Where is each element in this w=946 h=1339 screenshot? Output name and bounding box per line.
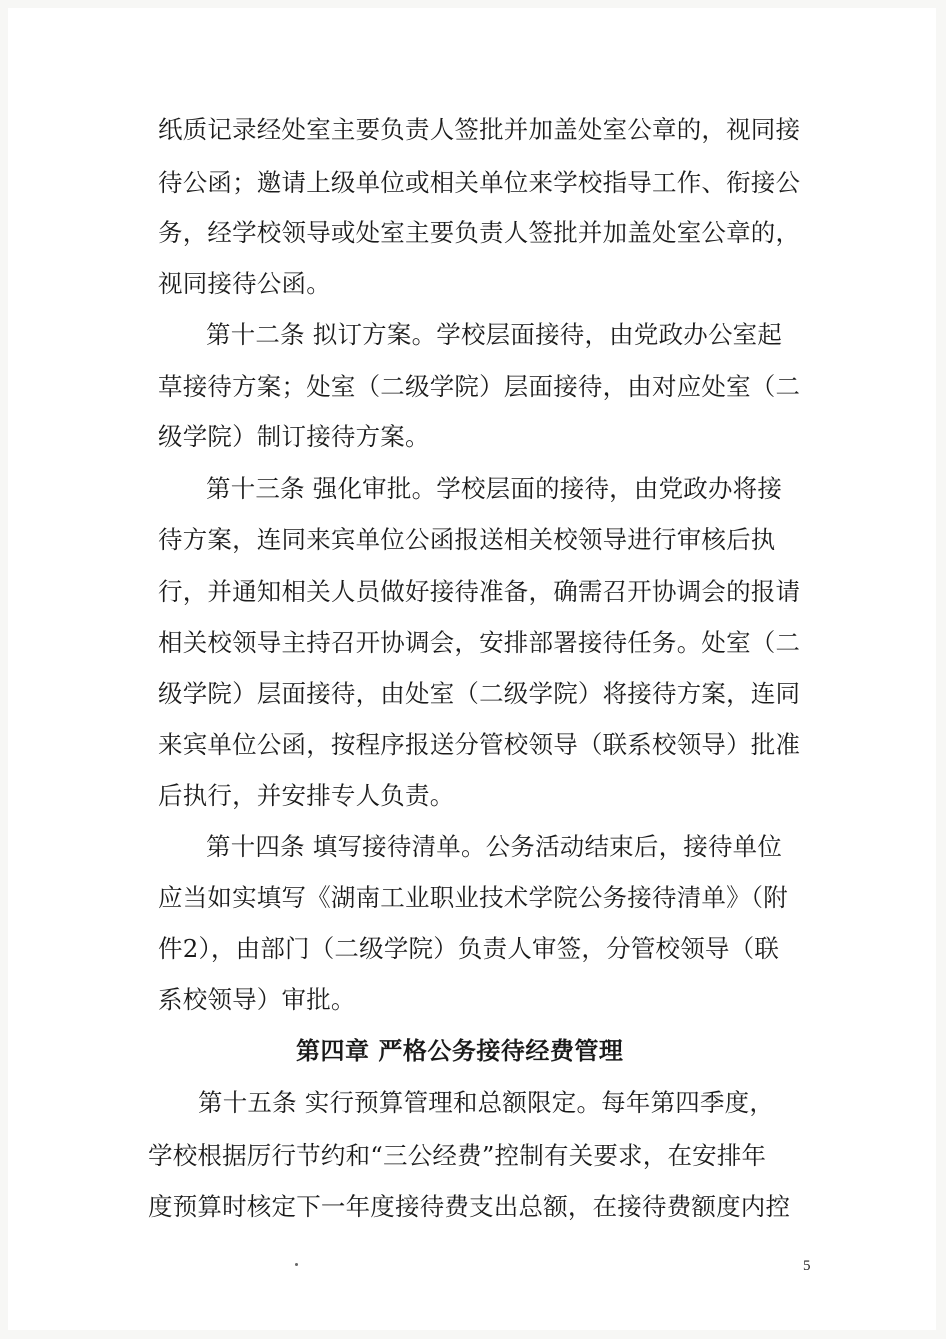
article-12-line: 第十二条 拟订方案。学校层面接待，由党政办公室起 bbox=[206, 320, 783, 349]
text-line: 待方案，连同来宾单位公函报送相关校领导进行审核后执 bbox=[158, 525, 776, 554]
text-line: 件2），由部门（二级学院）负责人审签，分管校领导（联 bbox=[158, 934, 780, 963]
text-line: 视同接待公函。 bbox=[158, 269, 331, 298]
text-line: 行，并通知相关人员做好接待准备，确需召开协调会的报请 bbox=[158, 577, 801, 606]
text-line: 待公函；邀请上级单位或相关单位来学校指导工作、衔接公 bbox=[158, 168, 801, 197]
text-line: 学校根据厉行节约和“三公经费”控制有关要求，在安排年 bbox=[148, 1141, 767, 1170]
text-line: 后执行，并安排专人负责。 bbox=[158, 781, 455, 810]
text-line: 级学院）层面接待，由处室（二级学院）将接待方案，连同 bbox=[158, 679, 801, 708]
text-line: 纸质记录经处室主要负责人签批并加盖处室公章的，视同接 bbox=[158, 115, 801, 144]
text-line: 务，经学校领导或处室主要负责人签批并加盖处室公章的， bbox=[158, 218, 801, 247]
text-line: 级学院）制订接待方案。 bbox=[158, 422, 430, 451]
page-number: 5 bbox=[803, 1258, 811, 1274]
scan-dot-mark bbox=[295, 1263, 298, 1266]
text-line: 来宾单位公函，按程序报送分管校领导（联系校领导）批准 bbox=[158, 730, 801, 759]
text-line: 相关校领导主持召开协调会，安排部署接待任务。处室（二 bbox=[158, 628, 801, 657]
document-page bbox=[8, 8, 936, 1330]
article-14-line: 第十四条 填写接待清单。公务活动结束后，接待单位 bbox=[206, 832, 783, 861]
article-15-line: 第十五条 实行预算管理和总额限定。每年第四季度， bbox=[198, 1088, 775, 1117]
article-13-line: 第十三条 强化审批。学校层面的接待，由党政办将接 bbox=[206, 474, 783, 503]
chapter-heading: 第四章 严格公务接待经费管理 bbox=[296, 1037, 624, 1065]
text-line: 系校领导）审批。 bbox=[158, 985, 356, 1014]
text-line: 应当如实填写《湖南工业职业技术学院公务接待清单》（附 bbox=[158, 883, 788, 912]
text-line: 草接待方案；处室（二级学院）层面接待，由对应处室（二 bbox=[158, 372, 801, 401]
text-line: 度预算时核定下一年度接待费支出总额，在接待费额度内控 bbox=[148, 1192, 791, 1221]
